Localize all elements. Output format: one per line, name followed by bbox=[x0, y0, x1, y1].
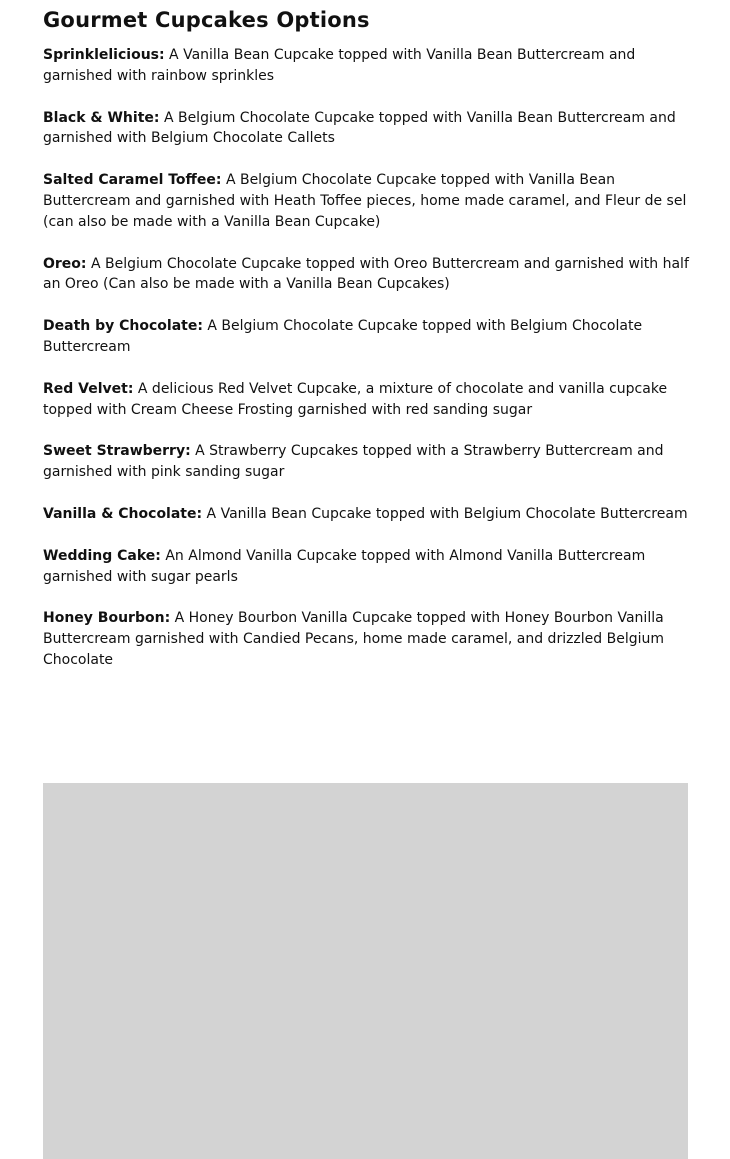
item-name: Oreo: bbox=[43, 255, 87, 272]
item-description: A Belgium Chocolate Cupcake topped with Vanilla Bean Buttercream and garnished with Heath Toffee pieces, home made caramel, and Fleur de sel (can also be made with a Vanilla Bean Cupcake) bbox=[43, 172, 687, 230]
item-description: A Belgium Chocolate Cupcake topped with Vanilla Bean Buttercream and garnished with Belgium Chocolate Callets bbox=[43, 109, 676, 147]
item-description: An Almond Vanilla Cupcake topped with Almond Vanilla Buttercream garnished with sugar pearls bbox=[43, 547, 646, 585]
menu-item-vanilla-chocolate bbox=[43, 504, 691, 525]
item-description: A delicious Red Velvet Cupcake, a mixture of chocolate and vanilla cupcake topped with Cream Cheese Frosting garnished with red sanding sugar bbox=[43, 380, 668, 418]
item-name: Vanilla & Chocolate: bbox=[43, 505, 203, 522]
menu-item-wedding-cake bbox=[43, 546, 691, 588]
item-description: A Strawberry Cupcakes topped with a Strawberry Buttercream and garnished with pink sanding sugar bbox=[43, 443, 664, 481]
menu-item-black-white bbox=[43, 108, 691, 150]
item-name: Salted Caramel Toffee: bbox=[43, 172, 222, 189]
menu-item-sweet-strawberry bbox=[43, 441, 691, 483]
menu-item-salted-caramel-toffee bbox=[43, 170, 691, 232]
menu-item-red-velvet bbox=[43, 379, 691, 421]
item-description: A Vanilla Bean Cupcake topped with Belgium Chocolate Buttercream bbox=[206, 505, 688, 522]
item-name: Wedding Cake: bbox=[43, 547, 161, 564]
menu-content bbox=[43, 5, 691, 692]
image-placeholder bbox=[43, 783, 688, 1159]
item-name: Sweet Strawberry: bbox=[43, 443, 191, 460]
item-description: A Belgium Chocolate Cupcake topped with Belgium Chocolate Buttercream bbox=[43, 318, 643, 355]
item-description: A Vanilla Bean Cupcake topped with Vanilla Bean Buttercream and garnished with rainbow sprinkles bbox=[43, 47, 636, 84]
item-description: A Belgium Chocolate Cupcake topped with Oreo Buttercream and garnished with half an Oreo (Can also be made with a Vanilla Bean Cupcakes) bbox=[43, 255, 689, 293]
menu-item-sprinklelicious bbox=[43, 45, 691, 87]
menu-item-honey-bourbon bbox=[43, 608, 691, 670]
item-name: Sprinklelicious: bbox=[43, 47, 165, 63]
item-name: Honey Bourbon: bbox=[43, 610, 171, 627]
menu-item-death-by-chocolate bbox=[43, 316, 691, 358]
menu-item-oreo bbox=[43, 254, 691, 296]
item-name: Death by Chocolate: bbox=[43, 318, 203, 335]
item-description: A Honey Bourbon Vanilla Cupcake topped with Honey Bourbon Vanilla Buttercream garnished with Candied Pecans, home made caramel, and drizzled Belgium Chocolate bbox=[43, 610, 665, 668]
item-name: Black & White: bbox=[43, 109, 160, 126]
item-name: Red Velvet: bbox=[43, 380, 134, 397]
page-title: Gourmet Cupcakes Options bbox=[43, 8, 370, 32]
